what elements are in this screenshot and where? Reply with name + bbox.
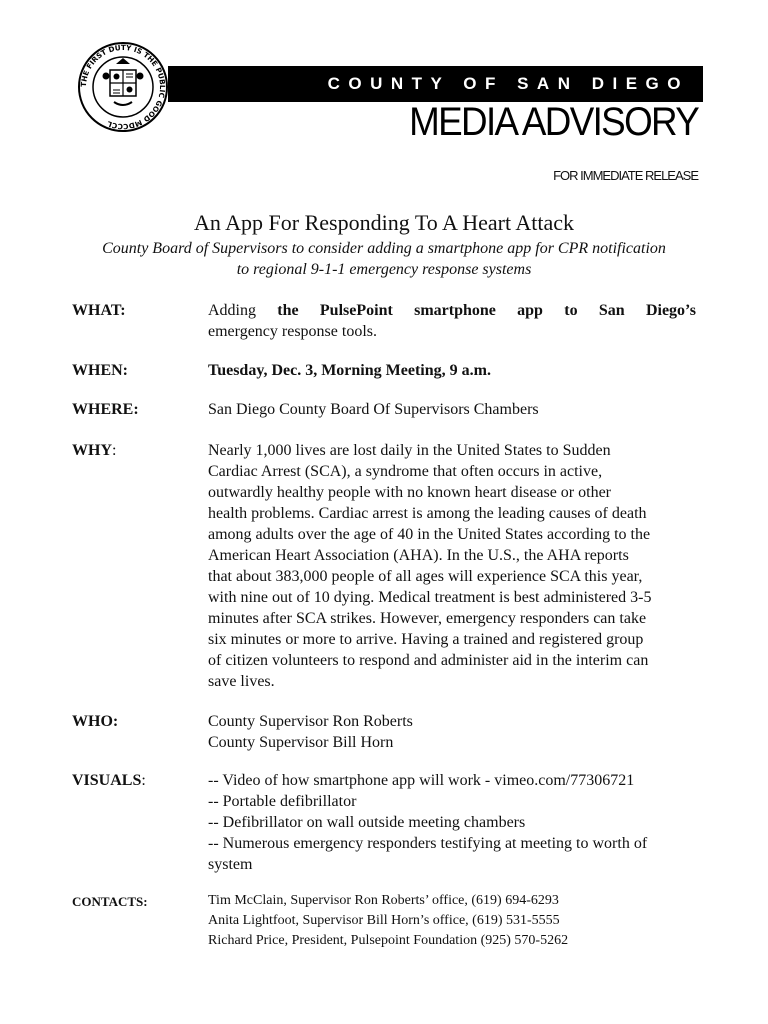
why-line: of citizen volunteers to respond and administer aid in the interim can	[208, 652, 649, 669]
why-line: Nearly 1,000 lives are lost daily in the United States to Sudden	[208, 442, 611, 459]
why-line: outwardly healthy people with no known heart disease or other	[208, 484, 611, 501]
what-row	[72, 300, 702, 342]
why-line: health problems. Cardiac arrest is among the leading causes of death	[208, 505, 647, 522]
why-line: Cardiac Arrest (SCA), a syndrome that often occurs in active,	[208, 463, 603, 480]
when-row	[72, 360, 702, 381]
why-line: minutes after SCA strikes. However, emergency responders can take	[208, 610, 647, 627]
visuals-line: -- Numerous emergency responders testifying at meeting to worth of	[208, 835, 648, 852]
contacts-content	[208, 891, 696, 951]
visuals-line: -- Video of how smartphone app will work - vimeo.com/77306721	[208, 772, 635, 789]
subtitle-line: to regional 9-1-1 emergency response systems	[236, 261, 532, 278]
why-line: among adults over the age of 40 in the United States according to the	[208, 526, 651, 543]
contact-line: Anita Lightfoot, Supervisor Bill Horn’s office, (619) 531-5555	[208, 913, 560, 928]
when-label: WHEN:	[72, 362, 128, 379]
county-seal-logo	[76, 40, 170, 134]
what-content	[208, 300, 696, 342]
what-prefix: Adding	[208, 302, 256, 319]
who-content	[208, 711, 696, 753]
release-notice: FOR IMMEDIATE RELEASE	[553, 168, 698, 183]
who-label: WHO:	[72, 713, 119, 730]
who-line: County Supervisor Ron Roberts	[208, 713, 413, 730]
why-line: with nine out of 10 dying. Medical treatment is best administered 3-5	[208, 589, 652, 606]
why-line: American Heart Association (AHA). In the U.S., the AHA reports	[208, 547, 629, 564]
seal-text: THE FIRST DUTY IS THE PUBLIC GOOD MDCCCL	[78, 42, 168, 132]
contact-line: Richard Price, President, Pulsepoint Foundation (925) 570-5262	[208, 933, 569, 948]
why-line: six minutes or more to arrive. Having a trained and registered group	[208, 631, 644, 648]
advisory-title: An App For Responding To A Heart Attack	[194, 210, 574, 235]
why-row	[72, 440, 702, 692]
visuals-content	[208, 770, 696, 875]
when-content: Tuesday, Dec. 3, Morning Meeting, 9 a.m.	[208, 362, 491, 379]
why-content	[208, 440, 696, 692]
what-label: WHAT:	[72, 302, 126, 319]
visuals-line: system	[208, 856, 253, 873]
what-emphasis: the PulsePoint smartphone app to San Diego’s	[277, 302, 697, 319]
advisory-subtitle	[60, 238, 708, 280]
who-line: County Supervisor Bill Horn	[208, 734, 394, 751]
visuals-row	[72, 770, 702, 875]
visuals-line: -- Defibrillator on wall outside meeting chambers	[208, 814, 526, 831]
county-banner: COUNTY OF SAN DIEGO	[168, 66, 703, 102]
where-row	[72, 399, 702, 420]
who-row	[72, 711, 702, 753]
why-line: that about 383,000 people of all ages will experience SCA this year,	[208, 568, 643, 585]
where-content: San Diego County Board Of Supervisors Chambers	[208, 401, 539, 418]
where-label: WHERE:	[72, 401, 139, 418]
why-line: save lives.	[208, 673, 275, 690]
document-type-heading: MEDIA ADVISORY	[408, 100, 698, 144]
contacts-row	[72, 891, 702, 951]
visuals-label: VISUALS:	[72, 772, 146, 789]
what-rest: emergency response tools.	[208, 323, 377, 340]
why-label: WHY:	[72, 442, 117, 459]
visuals-line: -- Portable defibrillator	[208, 793, 357, 810]
contacts-label: CONTACTS:	[72, 894, 148, 909]
subtitle-line: County Board of Supervisors to consider adding a smartphone app for CPR notification	[102, 240, 666, 257]
contact-line: Tim McClain, Supervisor Ron Roberts’ office, (619) 694-6293	[208, 893, 559, 908]
